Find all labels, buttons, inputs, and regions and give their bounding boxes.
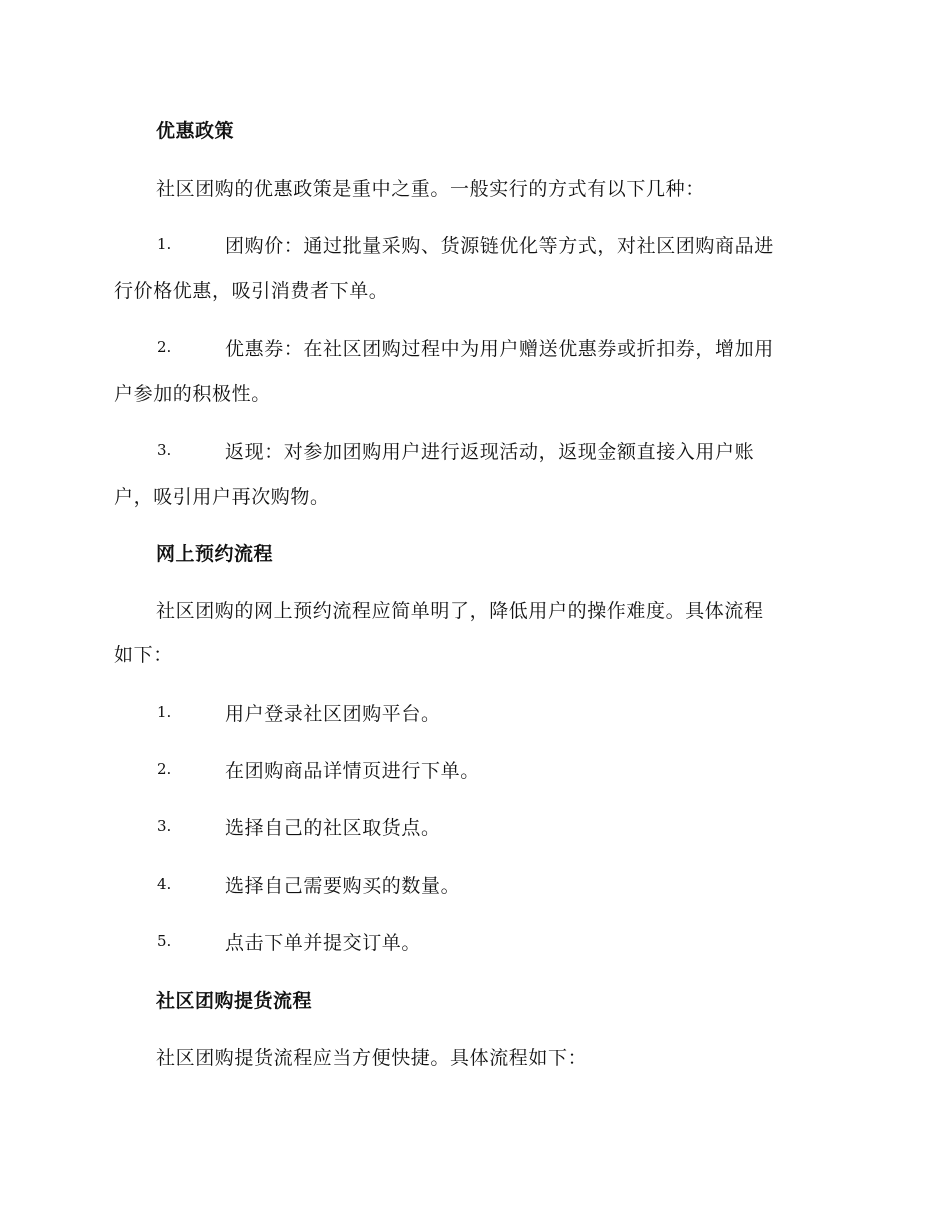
list-item-number: 2. (157, 338, 172, 356)
list-item-number: 1. (157, 703, 172, 721)
list-item-number: 5. (157, 932, 172, 950)
list-item-continuation: 户参加的积极性。 (114, 383, 271, 405)
list-item-number: 2. (157, 760, 172, 778)
list-item-continuation: 户，吸引用户再次购物。 (114, 486, 330, 508)
list-item-text: 选择自己需要购买的数量。 (225, 875, 461, 897)
list-item-text: 优惠券：在社区团购过程中为用户赠送优惠券或折扣券，增加用 (225, 338, 774, 360)
list-item-number: 3. (157, 817, 172, 835)
list-item-text: 用户登录社区团购平台。 (225, 703, 441, 725)
list-item-text: 选择自己的社区取货点。 (225, 817, 441, 839)
section-heading-discount-policy: 优惠政策 (156, 120, 235, 142)
list-item-text: 在团购商品详情页进行下单。 (225, 760, 480, 782)
list-item-continuation: 行价格优惠，吸引消费者下单。 (114, 280, 389, 302)
list-item-number: 3. (157, 441, 172, 459)
section-intro-discount-policy: 社区团购的优惠政策是重中之重。一般实行的方式有以下几种： (156, 178, 705, 200)
list-item-text: 团购价：通过批量采购、货源链优化等方式，对社区团购商品进 (225, 235, 774, 257)
list-item-text: 点击下单并提交订单。 (225, 932, 422, 954)
section-intro-continuation: 如下： (114, 644, 173, 666)
section-heading-pickup: 社区团购提货流程 (156, 990, 313, 1012)
section-intro-pickup: 社区团购提货流程应当方便快捷。具体流程如下： (156, 1047, 588, 1069)
list-item-number: 4. (157, 875, 172, 893)
list-item-number: 1. (157, 235, 172, 253)
list-item-text: 返现：对参加团购用户进行返现活动，返现金额直接入用户账 (225, 441, 755, 463)
section-heading-online-booking: 网上预约流程 (156, 543, 274, 565)
section-intro-online-booking: 社区团购的网上预约流程应简单明了，降低用户的操作难度。具体流程 (156, 600, 764, 622)
